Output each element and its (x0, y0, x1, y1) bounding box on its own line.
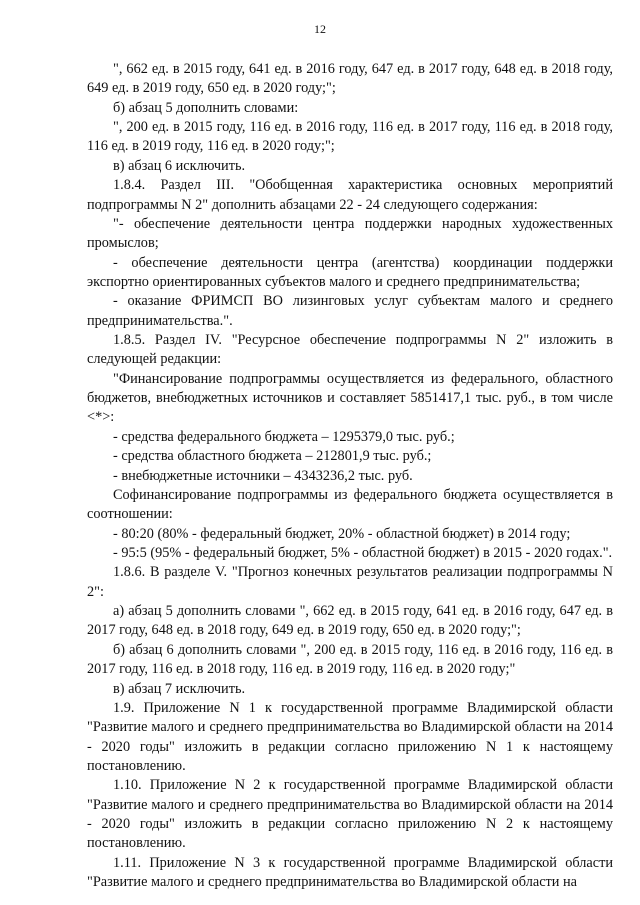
paragraph: в) абзац 7 исключить. (113, 680, 246, 697)
list-item: - 95:5 (95% - федеральный бюджет, 5% - областной бюджет) в 2015 - 2020 годах.". (113, 544, 613, 561)
paragraph: б) абзац 6 дополнить словами ", 200 ед. в 2015 году, 116 ед. в 2016 году, 116 ед. в 2017 году, 116 ед. в 2018 году, 116 ед. в 2019 году, 116 ед. в 2020 году;" (87, 641, 613, 678)
paragraph: - оказание ФРИМСП ВО лизинговых услуг субъектам малого и среднего предпринимательства.". (87, 293, 613, 329)
paragraph: "- обеспечение деятельности центра поддержки народных художественных промыслов; (87, 215, 613, 252)
page-number: 12 (314, 22, 326, 36)
paragraph: Софинансирование подпрограммы из федерального бюджета осуществляется в соотношении: (87, 486, 613, 523)
section-paragraph: 1.10. Приложение N 2 к государственной программе Владимирской области "Развитие малого и среднего предпринимательства во Владимирской области на 2014 - 2020 годы" изложить в редакции согласно приложению N 2 к настоящему постановлению. (87, 777, 613, 852)
paragraph: в) абзац 6 исключить. (113, 157, 246, 174)
list-item: - средства областного бюджета – 212801,9 тыс. руб.; (113, 448, 432, 465)
list-item: - 80:20 (80% - федеральный бюджет, 20% - областной бюджет) в 2014 году; (113, 525, 571, 542)
paragraph: а) абзац 5 дополнить словами ", 662 ед. в 2015 году, 641 ед. в 2016 году, 647 ед. в 2017 году, 648 ед. в 2018 году, 649 ед. в 2019 году, 650 ед. в 2020 году;"; (87, 603, 613, 639)
section-paragraph: 1.9. Приложение N 1 к государственной программе Владимирской области "Развитие малого и среднего предпринимательства во Владимирской области на 2014 - 2020 годы" изложить в редакции согласно приложению N 1 к настоящему постановлению. (87, 699, 613, 774)
paragraph: б) абзац 5 дополнить словами: (113, 99, 299, 116)
paragraph: - обеспечение деятельности центра (агентства) координации поддержки экспортно ориентированных субъектов малого и среднего предпринимательства; (87, 254, 613, 290)
document-body (87, 60, 613, 892)
section-paragraph: 1.8.5. Раздел IV. "Ресурсное обеспечение подпрограммы N 2" изложить в следующей редакции: (87, 332, 613, 368)
list-item: - средства федерального бюджета – 1295379,0 тыс. руб.; (113, 428, 455, 445)
section-paragraph: 1.8.4. Раздел III. "Обобщенная характеристика основных мероприятий подпрограммы N 2" дополнить абзацами 22 - 24 следующего содержания: (87, 177, 613, 213)
list-item: - внебюджетные источники – 4343236,2 тыс. руб. (113, 467, 413, 484)
paragraph: ", 200 ед. в 2015 году, 116 ед. в 2016 году, 116 ед. в 2017 году, 116 ед. в 2018 году, 116 ед. в 2019 году, 116 ед. в 2020 году;"; (87, 119, 613, 155)
section-paragraph: 1.11. Приложение N 3 к государственной программе Владимирской области "Развитие малого и среднего предпринимательства во Владимирской области на (87, 854, 613, 891)
section-paragraph: 1.8.6. В разделе V. "Прогноз конечных результатов реализации подпрограммы N 2": (87, 564, 613, 600)
paragraph: "Финансирование подпрограммы осуществляется из федерального, областного бюджетов, внебюджетных источников и составляет 5851417,1 тыс. руб., в том числе <*>: (87, 370, 613, 426)
paragraph: ", 662 ед. в 2015 году, 641 ед. в 2016 году, 647 ед. в 2017 году, 648 ед. в 2018 году, 649 ед. в 2019 году, 650 ед. в 2020 году;"; (87, 61, 613, 97)
